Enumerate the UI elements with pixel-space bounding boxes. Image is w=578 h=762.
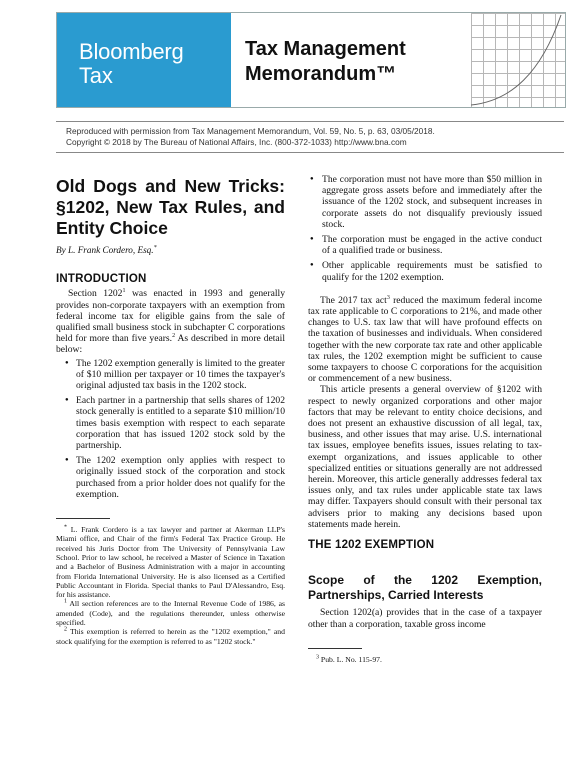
footnote-1 xyxy=(56,599,285,627)
byline-text: By L. Frank Cordero, Esq. xyxy=(56,245,154,255)
introduction-heading: INTRODUCTION xyxy=(56,273,147,286)
bottom-rule xyxy=(56,152,564,153)
list-item: ● Each partner in a partnership that sells shares of 1202 stock generally is entitled to a separate $10 million/10 times basis exemption with respect to each separate corporation that has issued 1202 stock sold by the partnership. xyxy=(56,395,285,451)
publication-title xyxy=(245,37,406,87)
footnote-ref-1: 1 xyxy=(122,288,126,295)
intro-text-1: Section 1202 xyxy=(68,288,123,300)
intro-paragraph xyxy=(56,288,285,355)
tax-act-text-2: reduced the maximum federal income tax rate applicable to C corporations to 21%, and made other changes to U.S. tax law that will have profound effects on the taxation of businesses and individuals. When considered together with the new corporate tax rate and other applicable tax rules, the 1202 exemption might be sufficient to cause some taxpayers to choose C corporations for the acquisition or commencement of a new business. xyxy=(308,294,542,385)
footnote-rule-right xyxy=(308,648,362,649)
footnote-star xyxy=(56,525,285,599)
requirements-bullet-list xyxy=(308,174,542,283)
list-item: ● The corporation must not have more than $50 million in aggregate gross assets before and immediately after the issuance of the 1202 stock, and subsequent increases in corporate assets do not disqualify previously issued stock. xyxy=(308,174,542,230)
tax-act-text-1: The 2017 tax act xyxy=(320,294,387,306)
tax-act-paragraph xyxy=(308,295,542,385)
footnote-ref-3: 3 xyxy=(386,294,390,301)
brand-line2: Tax xyxy=(79,63,113,88)
footnote-ref-2: 2 xyxy=(172,333,176,340)
subsection-heading: Scope of the 1202 Exemption, Partnerships, Carried Interests xyxy=(308,573,542,603)
footnote-text: This exemption is referred to herein as the "1202 exemption," and stock qualifying for the exemption is referred to as "1202 stock." xyxy=(56,627,285,646)
masthead-banner xyxy=(56,12,566,108)
publication-title-line1: Tax Management xyxy=(245,38,406,60)
reproduction-notice xyxy=(66,126,562,148)
overview-paragraph: This article presents a general overview of §1202 with respect to newly organized corporations and other major factors that may be relevant to entity choice decisions, and does not present an exhaustive discussion of all legal, tax, business, and other issues that may arise. U.S. international tax issues, employee benefits issues, issues relating to tax-exempt organizations, and issues applicable to other specialized entities or situations generally are not addressed herein. Moreover, this article generally addresses federal tax issues only, and tax rules under applicable state tax laws may differ. Taxpayers should consult with their personal tax advisers prior to making any decisions based upon statements made herein. xyxy=(308,384,542,530)
publication-title-line2: Memorandum™ xyxy=(245,63,397,85)
article-title: Old Dogs and New Tricks: §1202, New Tax Rules, and Entity Choice xyxy=(56,176,285,238)
byline-footnote-mark: * xyxy=(153,244,157,251)
footnote-mark: 3 xyxy=(316,654,319,661)
section-heading: THE 1202 EXEMPTION xyxy=(308,539,435,552)
list-item: ● The corporation must be engaged in the active conduct of a qualified trade or business. xyxy=(308,234,542,256)
footnote-rule xyxy=(56,518,110,519)
footnote-3 xyxy=(308,655,542,664)
left-column xyxy=(56,176,285,646)
footnote-2 xyxy=(56,627,285,646)
intro-text-3: As described in more detail below: xyxy=(56,333,286,356)
intro-text-2: was enacted in 1993 and generally provides non-corporate taxpayers with an exemption from federal income tax for eligible gains from the sale of qualified small business stock in subchapter C corporations held for more than five years. xyxy=(56,288,285,345)
repro-line2: Copyright © 2018 by The Bureau of National Affairs, Inc. (800-372-1033) http://www.bna.com xyxy=(66,137,407,147)
intro-bullet-list xyxy=(56,358,285,500)
footnote-text: Pub. L. No. 115-97. xyxy=(320,654,382,664)
right-column xyxy=(308,174,542,664)
list-item: ● Other applicable requirements must be satisfied to qualify for the 1202 exemption. xyxy=(308,260,542,282)
byline xyxy=(56,245,285,256)
footnote-text: L. Frank Cordero is a tax lawyer and partner at Akerman LLP's Miami office, and Chair of the firm's Federal Tax Practice Group. He received his Juris Doctor from The University of Pennsylvania Law School. Prior to law school, he received a Master of Science in Taxation and a Bachelor of Business Administration with a major in accounting from Florida International University. He is also licensed as a Certified Public Accountant in Florida. Special thanks to Paul D'Alessandro, Esq. for his assistance. xyxy=(56,525,285,600)
list-item: ● The 1202 exemption only applies with respect to originally issued stock of the corporation and stock purchased from a prior holder does not qualify for the exemption. xyxy=(56,455,285,500)
scope-paragraph: Section 1202(a) provides that in the case of a taxpayer other than a corporation, taxable gross income xyxy=(308,607,542,630)
footnote-mark: 1 xyxy=(64,598,67,605)
repro-line1: Reproduced with permission from Tax Management Memorandum, Vol. 59, No. 5, p. 63, 03/05/2018. xyxy=(66,126,435,136)
growth-curve-icon xyxy=(471,13,565,107)
bloomberg-tax-logo xyxy=(57,13,231,107)
footnote-text: All section references are to the Internal Revenue Code of 1986, as amended (Code), and the regulations thereunder, unless otherwise specified. xyxy=(56,599,285,628)
top-rule xyxy=(56,121,564,122)
brand-line1: Bloomberg xyxy=(79,39,184,64)
list-item: ● The 1202 exemption generally is limited to the greater of $10 million per taxpayer or 10 times the taxpayer's original adjusted tax basis in the 1202 stock. xyxy=(56,358,285,392)
footnote-mark: * xyxy=(64,524,67,531)
footnote-mark: 2 xyxy=(64,626,67,633)
